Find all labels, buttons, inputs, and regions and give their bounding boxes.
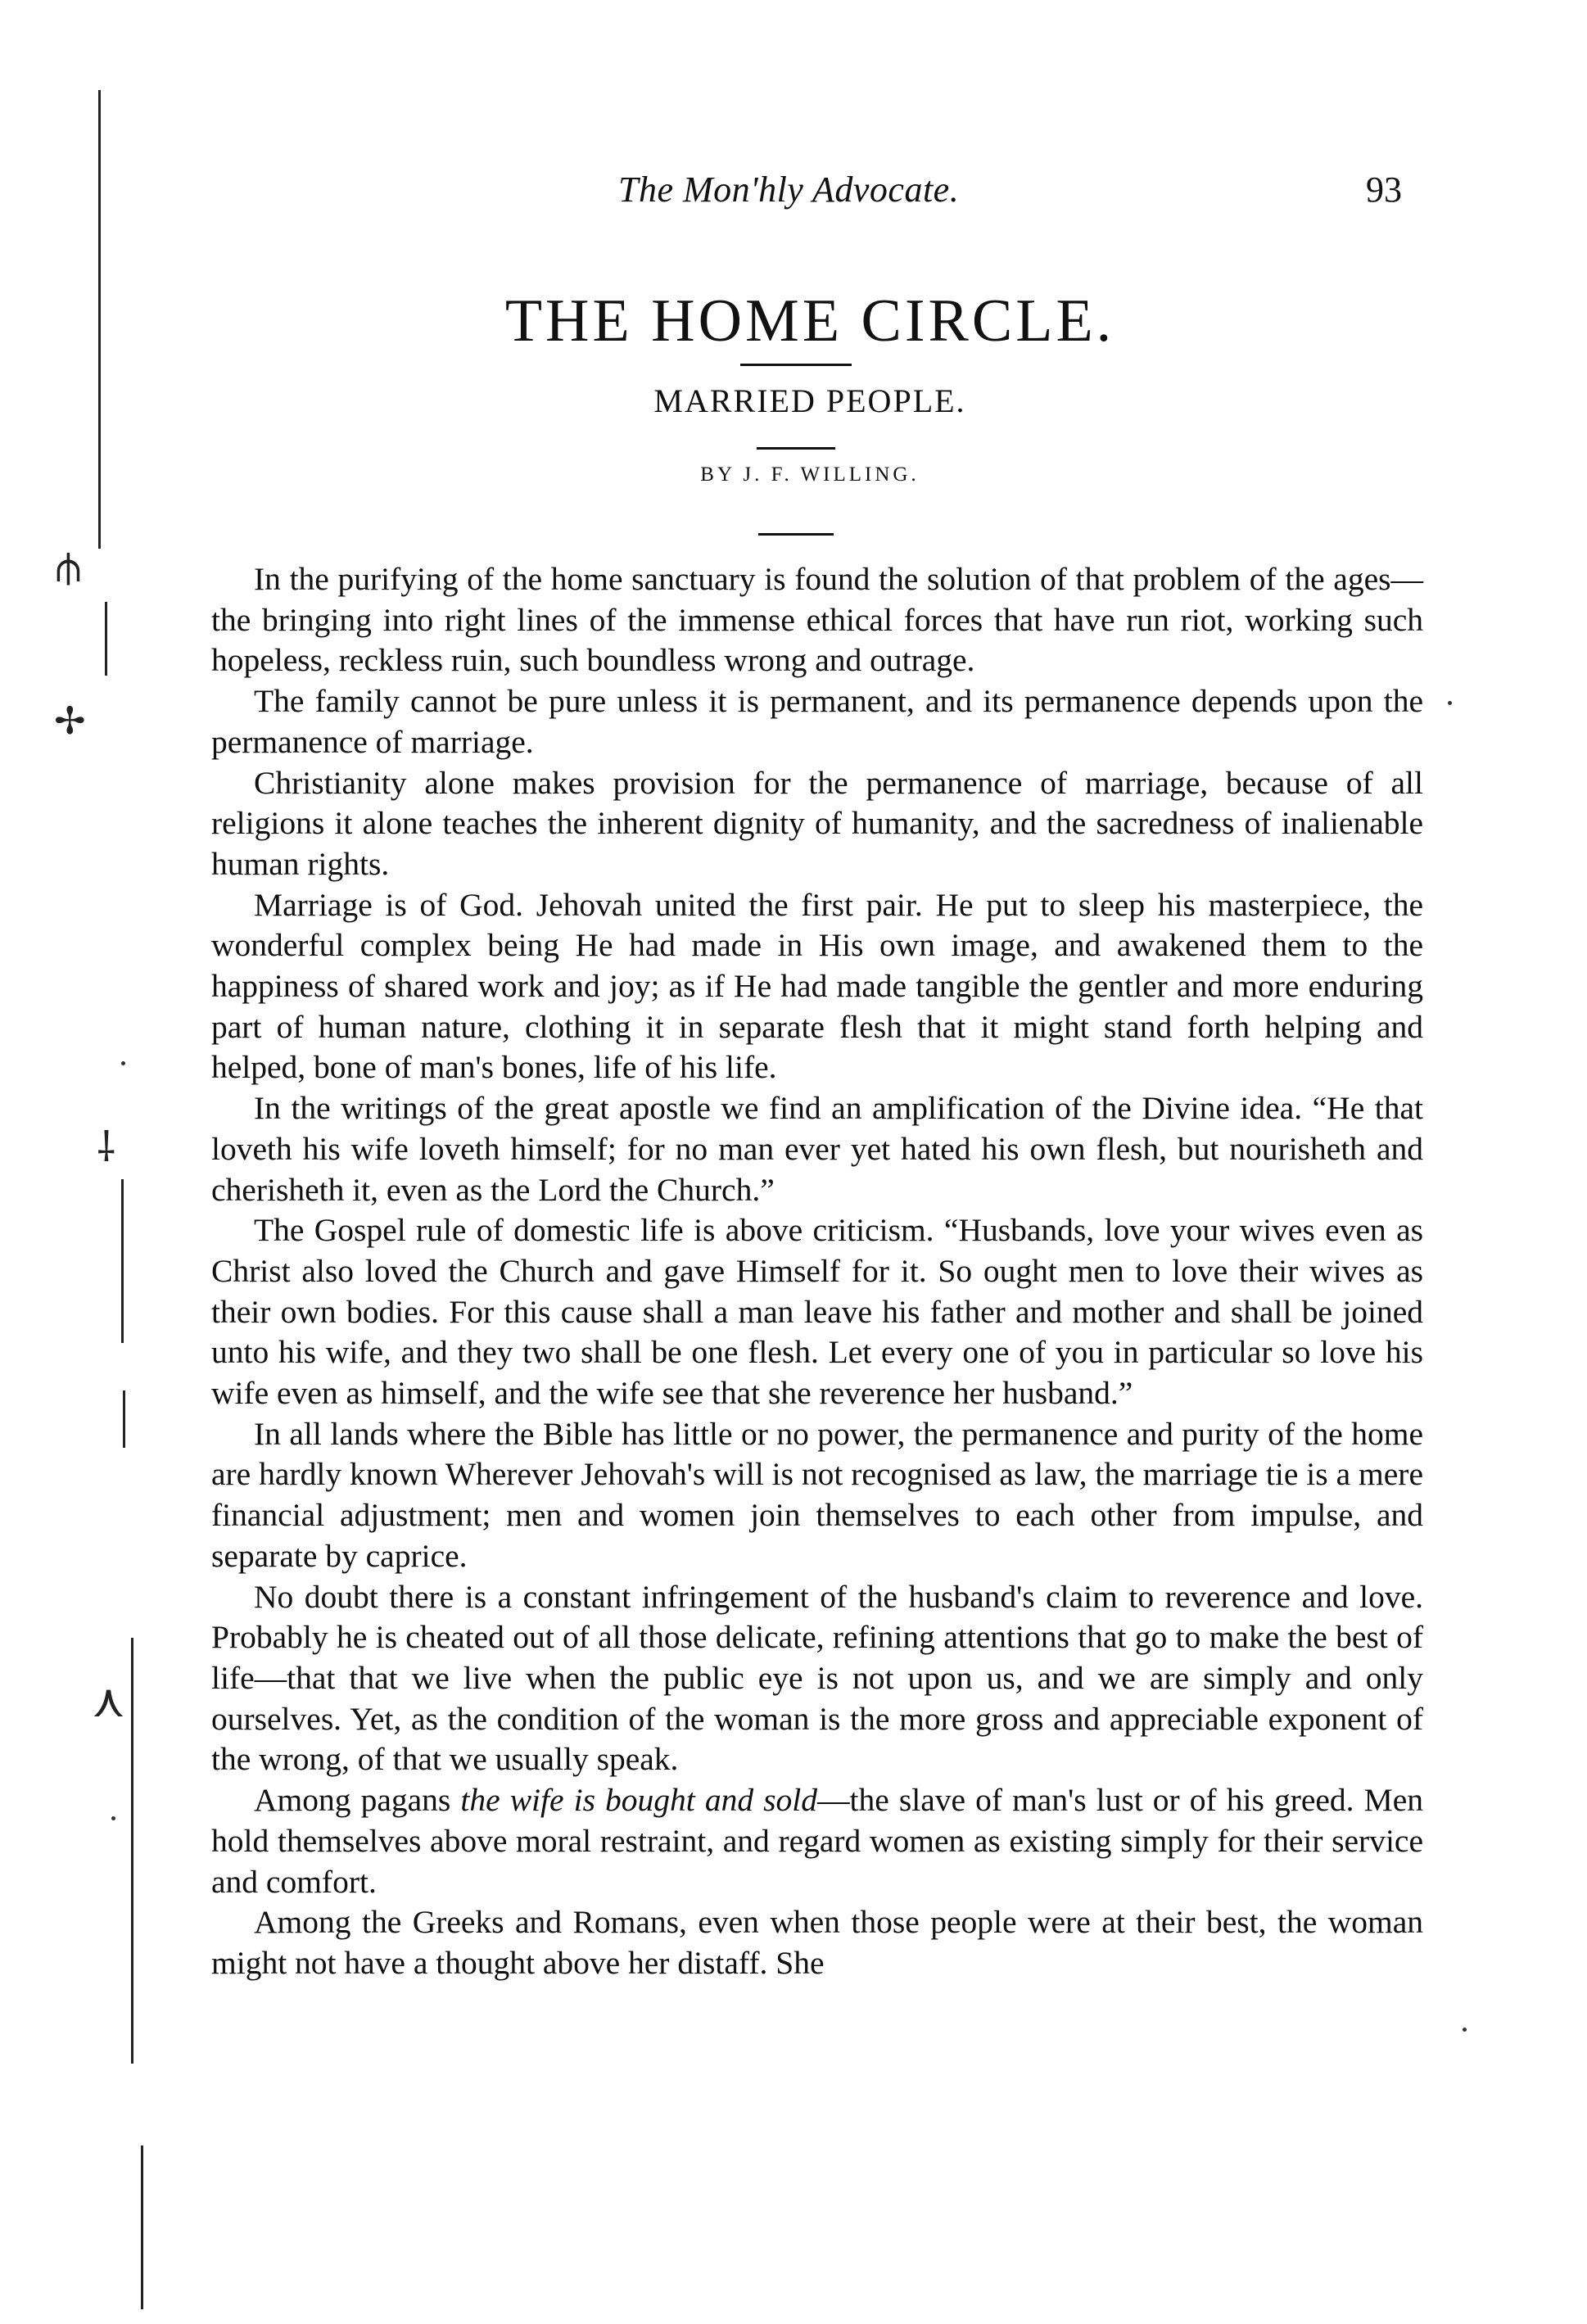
margin-pencil-line <box>98 90 101 549</box>
margin-flourish-icon: ⋏ <box>92 1676 126 1727</box>
paragraph <box>211 1780 1423 1902</box>
margin-pencil-line <box>141 2145 143 2309</box>
byline-rule <box>758 533 834 536</box>
paragraph-text: Among pagans <box>254 1782 461 1819</box>
margin-pencil-line <box>123 1390 125 1448</box>
paragraph: Marriage is of God. Jehovah united the first pair. He put to sleep his masterpiece, the wonderful complex being He had made in His own image, and awakened them to the happiness of shared work and joy; as if He had made tangible the gentler and more enduring part of human nature, clothing it in separate flesh that it might stand forth helping and helped, bone of man's bones, life of his life. <box>211 886 1423 1086</box>
paragraph: Christianity alone makes provision for the permanence of marriage, because of all religions it alone teaches the inherent dignity of humanity, and the sacredness of inalienable human rights. <box>211 764 1423 882</box>
margin-dot <box>121 1061 125 1065</box>
section-title: THE HOME CIRCLE. <box>504 287 1115 355</box>
margin-pencil-line <box>131 1638 133 2064</box>
paragraph: In the writings of the great apostle we find an amplification of the Divine idea. “He that loveth his wife loveth himself; for no man ever yet hated his own flesh, but nourisheth and cherisheth it, even as the Lord the Church.” <box>211 1090 1423 1208</box>
paragraph: The family cannot be pure unless it is permanent, and its permanence depends upon the permanence of marriage. <box>211 683 1423 760</box>
margin-dot <box>1463 2028 1467 2032</box>
title-rule <box>740 364 852 366</box>
margin-pencil-line <box>105 602 107 676</box>
paragraph: In all lands where the Bible has little or no power, the permanence and purity of the home are hardly known Wherever Jehovah's will is not recognised as law, the marriage tie is a mere financial adjustment; men and women join themselves to each other from impulse, and separate by caprice. <box>211 1415 1423 1574</box>
byline: BY J. F. WILLING. <box>700 463 920 486</box>
paragraph: No doubt there is a constant infringement of the husband's claim to reverence and love. Probably he is cheated out of all those delicate, refining attentions that go to make the best of life—that that we live when the public eye is not upon us, and we are simply and only ourselves. Yet, as the condition of the woman is the more gross and appreciable exponent of the wrong, of that we usually speak. <box>211 1578 1423 1778</box>
subtitle-rule <box>757 447 835 450</box>
margin-dot <box>111 1816 115 1820</box>
paragraph: Among the Greeks and Romans, even when those people were at their best, the woman might not have a thought above her distaff. She <box>211 1904 1423 1981</box>
paragraph-text: —the slave of man's lust or of his greed. Men hold themselves above moral restraint, and regard women as existing simply for their service and comfort. <box>211 1782 1424 1900</box>
article-title: MARRIED PEOPLE. <box>653 382 966 419</box>
italic-phrase: the wife is bought and sold <box>460 1782 818 1819</box>
margin-flourish-icon: ⫛ <box>56 545 81 591</box>
running-title: The Mon'hly Advocate. <box>618 170 960 210</box>
margin-flourish-icon: ✢ <box>54 700 86 742</box>
page-number: 93 <box>1366 170 1402 210</box>
margin-dot <box>1448 701 1452 705</box>
margin-pencil-line <box>121 1179 124 1343</box>
article-body <box>211 559 1423 1984</box>
margin-flourish-icon: ⸸ <box>97 1124 116 1170</box>
paragraph: In the purifying of the home sanctuary is found the solution of that problem of the ages—the bringing into right lines of the immense ethical forces that have run riot, working such hopeless, reckless ruin, such boundless wrong and outrage. <box>211 561 1423 679</box>
paragraph: The Gospel rule of domestic life is above criticism. “Husbands, love your wives even as Christ also loved the Church and gave Himself for it. So ought men to love their wives as their own bodies. For this cause shall a man leave his father and mother and shall be joined unto his wife, and they two shall be one flesh. Let every one of you in particular so love his wife even as himself, and the wife see that she reverence her husband.” <box>211 1212 1423 1412</box>
